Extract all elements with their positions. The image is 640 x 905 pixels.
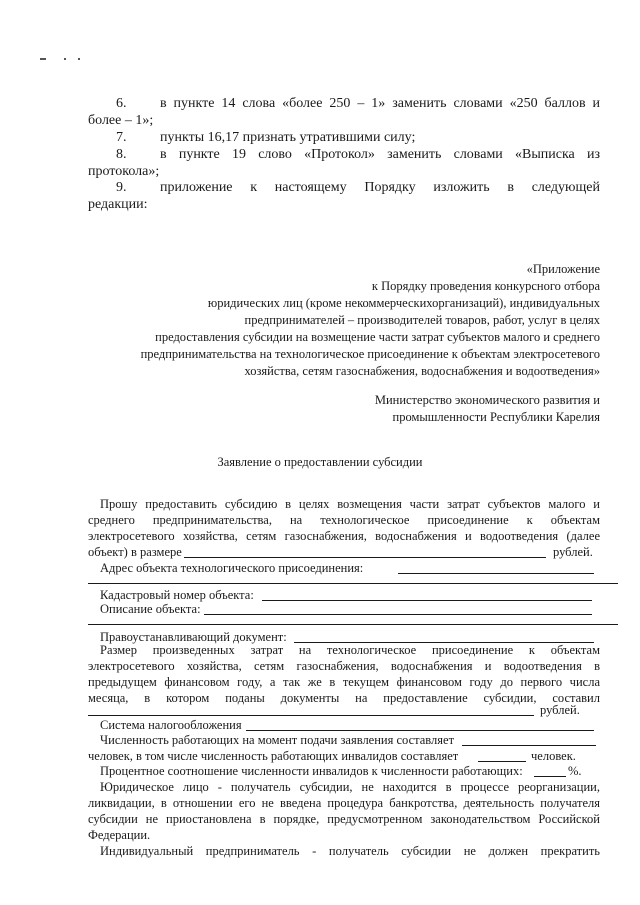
- item-number: 6.: [116, 96, 127, 111]
- amount-field[interactable]: [184, 557, 546, 558]
- appendix-line: хозяйства, сетям газоснабжения, водоснабжения и водоотведения»: [244, 364, 600, 378]
- appendix-line: предпринимательства на технологическое присоединение к объектам электросетевого: [140, 347, 600, 361]
- costs-field[interactable]: [88, 715, 534, 716]
- item-text: протокола»;: [88, 164, 160, 179]
- employees-field[interactable]: [462, 745, 596, 746]
- appendix-line: юридических лиц (кроме некоммерческихорганизаций), индивидуальных: [207, 296, 600, 310]
- employees-text: человек, в том числе численность работающих инвалидов составляет: [88, 749, 459, 763]
- cadastral-label: Кадастровый номер объекта:: [100, 588, 254, 602]
- tax-field[interactable]: [246, 730, 594, 731]
- address-field[interactable]: [398, 573, 594, 574]
- item-text: в пункте 19 слово «Протокол» заменить словами «Выписка из: [160, 147, 600, 162]
- request-text: рублей.: [553, 545, 593, 559]
- employees-text: человек.: [531, 749, 576, 763]
- disabled-employees-field[interactable]: [478, 761, 526, 762]
- item-text: более – 1»;: [88, 113, 154, 128]
- request-text: среднего предпринимательства, на технологическое присоединение к объектам: [88, 513, 600, 527]
- cadastral-field[interactable]: [262, 600, 592, 601]
- address-field-cont[interactable]: [88, 583, 618, 584]
- description-label: Описание объекта:: [100, 602, 201, 616]
- item-text: пункты 16,17 признать утратившими силу;: [160, 130, 416, 145]
- costs-text: месяца, в котором поданы документы на предоставление субсидии, составил: [88, 691, 600, 705]
- scan-speck: [64, 58, 66, 60]
- employees-text: Численность работающих на момент подачи заявления составляет: [100, 733, 455, 747]
- costs-text: рублей.: [540, 703, 580, 717]
- item-text: приложение к настоящему Порядку изложить в следующей: [160, 180, 600, 195]
- request-text: объект) в размере: [88, 545, 182, 559]
- entrepreneur-text: Индивидуальный предприниматель - получатель субсидии не должен прекратить: [100, 844, 600, 858]
- legal-text: Юридическое лицо - получатель субсидии, не находится в процессе реорганизации,: [100, 780, 600, 794]
- item-number: 9.: [116, 180, 127, 195]
- description-field-cont[interactable]: [88, 624, 618, 625]
- item-number: 8.: [116, 147, 127, 162]
- appendix-line: к Порядку проведения конкурсного отбора: [371, 279, 600, 293]
- request-text: электросетевого хозяйства, сетям газоснабжения, водоснабжения и водоотведения (далее: [88, 529, 600, 543]
- item-text: редакции:: [88, 197, 148, 212]
- form-title: Заявление о предоставлении субсидии: [217, 455, 423, 469]
- addressee-line: Министерство экономического развития и: [374, 393, 600, 407]
- legal-text: ликвидации, в отношении его не введена процедура банкротства, деятельность получателя: [88, 796, 600, 810]
- address-label: Адрес объекта технологического присоединения:: [100, 561, 364, 575]
- costs-text: Размер произведенных затрат на технологическое присоединение к объектам: [100, 643, 600, 657]
- appendix-line: предпринимателей – производителей товаров, работ, услуг в целях: [244, 313, 600, 327]
- costs-text: электросетевого хозяйства, сетям газоснабжения, водоснабжения и водоотведения в: [88, 659, 600, 673]
- title-doc-label: Правоустанавливающий документ:: [100, 630, 287, 644]
- scan-speck: [78, 58, 80, 60]
- percent-text: %.: [568, 764, 582, 778]
- costs-text: предыдущем финансовом году, а так же в текущем финансовом году до первого числа: [88, 675, 600, 689]
- description-field[interactable]: [204, 614, 592, 615]
- appendix-line: предоставления субсидии на возмещение части затрат субъектов малого и среднего: [155, 330, 600, 344]
- percent-text: Процентное соотношение численности инвалидов к численности работающих:: [100, 764, 523, 778]
- addressee-line: промышленности Республики Карелия: [392, 410, 600, 424]
- legal-text: субсидии не приостановлена в порядке, предусмотренном законодательством Российской: [88, 812, 600, 826]
- item-number: 7.: [116, 130, 127, 145]
- tax-label: Система налогообложения: [100, 718, 242, 732]
- legal-text: Федерации.: [88, 828, 151, 842]
- item-text: в пункте 14 слова «более 250 – 1» заменить словами «250 баллов и: [160, 96, 600, 111]
- request-text: Прошу предоставить субсидию в целях возмещения части затрат субъектов малого и: [100, 497, 600, 511]
- scan-speck: [40, 58, 46, 60]
- percent-field[interactable]: [534, 776, 566, 777]
- appendix-line: «Приложение: [526, 262, 600, 276]
